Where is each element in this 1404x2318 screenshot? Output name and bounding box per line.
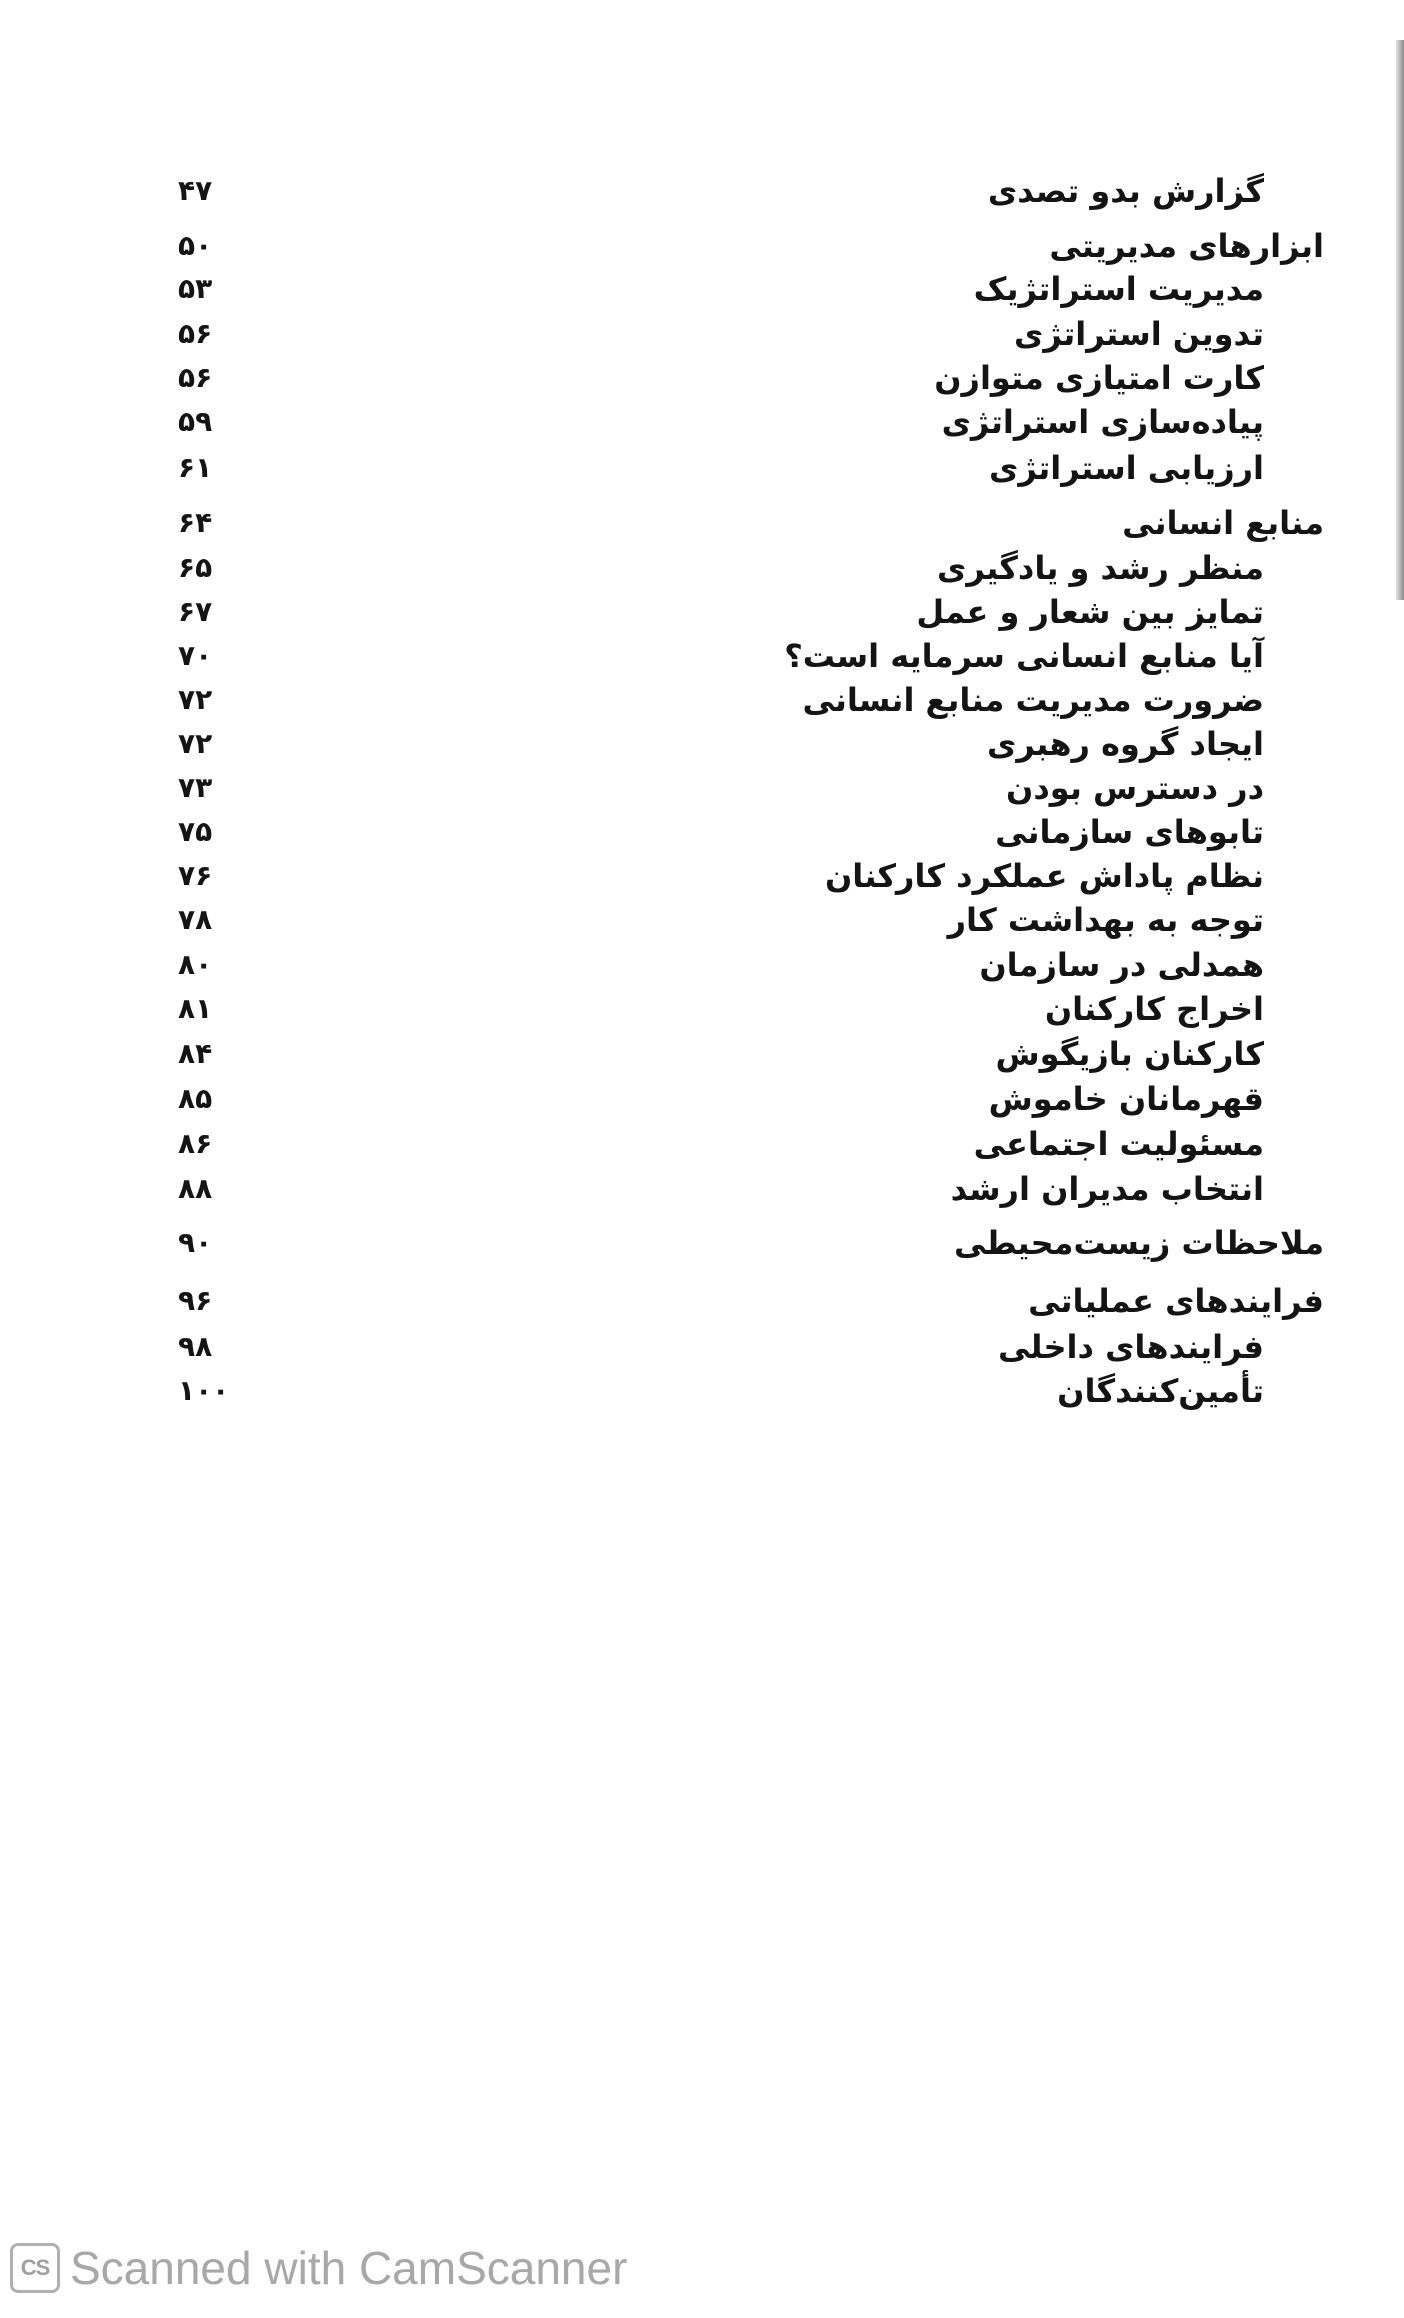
toc-entry-page-number: ۱۰۰ xyxy=(178,1374,230,1407)
toc-entry-page-number: ۸۸ xyxy=(178,1172,213,1205)
toc-entry xyxy=(0,1215,1404,1275)
toc-entry-page-number: ۵۰ xyxy=(178,229,213,262)
toc-entry-page-number: ۹۸ xyxy=(178,1330,213,1363)
toc-entry-title: گزارش بدو تصدی xyxy=(987,172,1264,210)
toc-entry-page-number: ۵۶ xyxy=(178,317,213,350)
toc-entry-title: کارت امتیازی متوازن xyxy=(934,359,1264,397)
toc-entry-page-number: ۷۳ xyxy=(178,771,213,804)
toc-entry-page-number: ۷۲ xyxy=(178,683,213,716)
toc-entry-page-number: ۷۶ xyxy=(178,859,213,892)
toc-entry-page-number: ۷۸ xyxy=(178,903,213,936)
toc-entry-page-number: ۶۱ xyxy=(178,451,213,484)
toc-entry-title: مدیریت استراتژیک xyxy=(973,270,1264,308)
toc-entry-title: توجه به بهداشت کار xyxy=(947,901,1264,939)
toc-entry-title: ضرورت مدیریت منابع انسانی xyxy=(802,681,1264,719)
camscanner-logo-icon: CS xyxy=(10,2243,60,2293)
toc-entry-title: فرایندهای عملیاتی xyxy=(1028,1282,1324,1320)
toc-entry-title: پیاده‌سازی استراتژی xyxy=(941,403,1264,441)
toc-entry-title: فرایندهای داخلی xyxy=(998,1328,1264,1366)
toc-entry-title: مسئولیت اجتماعی xyxy=(973,1125,1264,1163)
toc-entry-page-number: ۵۳ xyxy=(178,272,213,305)
toc-entry-title: ملاحظات زیست‌محیطی xyxy=(953,1224,1324,1262)
toc-entry-title: کارکنان بازیگوش xyxy=(995,1035,1264,1073)
toc-entry-page-number: ۶۷ xyxy=(178,595,213,628)
toc-entry-title: اخراج کارکنان xyxy=(1044,990,1264,1028)
toc-entry-page-number: ۸۶ xyxy=(178,1127,213,1160)
toc-entry-title: تأمین‌کنندگان xyxy=(1057,1372,1264,1410)
toc-entry-page-number: ۷۲ xyxy=(178,727,213,760)
toc-entry-title: قهرمانان خاموش xyxy=(988,1080,1264,1118)
toc-entry-page-number: ۵۹ xyxy=(178,405,213,438)
toc-entry xyxy=(0,1161,1404,1221)
toc-entry-title: منظر رشد و یادگیری xyxy=(937,549,1264,587)
toc-entry-title: ابزارهای مدیریتی xyxy=(1049,227,1324,265)
toc-entry-title: ایجاد گروه رهبری xyxy=(987,725,1264,763)
toc-entry-title: در دسترس بودن xyxy=(1006,769,1264,807)
toc-entry-title: تمایز بین شعار و عمل xyxy=(916,593,1264,631)
toc-entry-page-number: ۶۴ xyxy=(178,506,213,539)
toc-entry-page-number: ۸۴ xyxy=(178,1037,213,1070)
toc-entry xyxy=(0,1363,1404,1423)
toc-entry-page-number: ۸۰ xyxy=(178,948,213,981)
toc-entry-page-number: ۷۰ xyxy=(178,639,213,672)
toc-entry-title: نظام پاداش عملکرد کارکنان xyxy=(824,857,1264,895)
toc-entry-page-number: ۴۷ xyxy=(178,174,213,207)
toc-entry xyxy=(0,163,1404,223)
toc-entry-page-number: ۸۵ xyxy=(178,1082,213,1115)
toc-entry-page-number: ۹۰ xyxy=(178,1226,213,1259)
camscanner-watermark xyxy=(10,2238,627,2298)
toc-entry-page-number: ۹۶ xyxy=(178,1284,213,1317)
toc-entry xyxy=(0,440,1404,500)
toc-entry-page-number: ۸۱ xyxy=(178,992,213,1025)
toc-entry-page-number: ۶۵ xyxy=(178,551,213,584)
toc-entry-title: انتخاب مدیران ارشد xyxy=(950,1170,1264,1208)
toc-entry-title: آیا منابع انسانی سرمایه است؟ xyxy=(784,637,1264,675)
toc-entry-page-number: ۷۵ xyxy=(178,815,213,848)
toc-entry-title: منابع انسانی xyxy=(1122,504,1324,542)
toc-entry-page-number: ۵۶ xyxy=(178,361,213,394)
toc-entry-title: همدلی در سازمان xyxy=(979,946,1264,984)
watermark-text: Scanned with CamScanner xyxy=(70,2242,628,2294)
toc-entry-title: تدوین استراتژی xyxy=(1014,315,1264,353)
toc-entry-title: تابوهای سازمانی xyxy=(995,813,1264,851)
toc-entry-title: ارزیابی استراتژی xyxy=(989,449,1264,487)
